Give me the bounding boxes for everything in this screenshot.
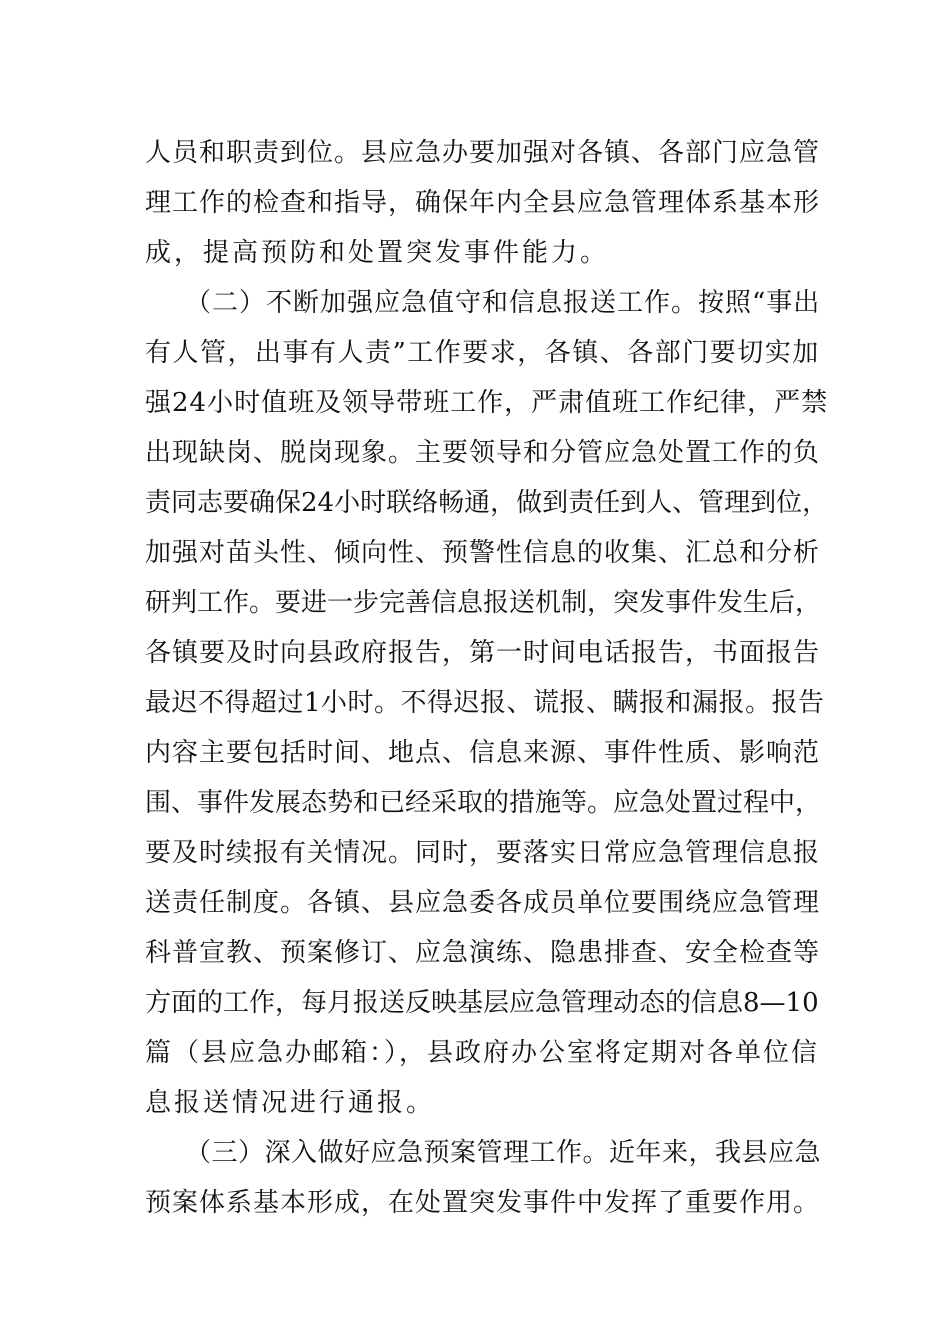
text-line: 方面的工作，每月报送反映基层应急管理动态的信息8—10 — [145, 988, 819, 1018]
text-line: 有人管，出事有人责”工作要求，各镇、各部门要切实加 — [145, 338, 820, 368]
paragraph-heading-3: （三）深入做好应急预案管理工作。近年来，我县应急 — [185, 1138, 822, 1168]
text-line: 出现缺岗、脱岗现象。主要领导和分管应急处置工作的负 — [145, 438, 821, 468]
paragraph-heading-2: （二）不断加强应急值守和信息报送工作。按照“事出 — [185, 288, 821, 318]
text-line: 预案体系基本形成，在处置突发事件中发挥了重要作用。 — [145, 1188, 821, 1218]
text-line: 篇（县应急办邮箱：），县政府办公室将定期对各单位信 — [145, 1038, 820, 1068]
text-line: 内容主要包括时间、地点、信息来源、事件性质、影响范 — [145, 738, 821, 768]
text-line: 最迟不得超过1小时。不得迟报、谎报、瞒报和漏报。报告 — [145, 688, 825, 718]
text-line: 息报送情况进行通报。 — [145, 1088, 436, 1118]
text-line: 研判工作。要进一步完善信息报送机制，突发事件发生后， — [145, 588, 822, 618]
text-line: 科普宣教、预案修订、应急演练、隐患排查、安全检查等 — [145, 938, 821, 968]
text-line: 人员和职责到位。县应急办要加强对各镇、各部门应急管 — [145, 138, 821, 168]
text-line: 强24小时值班及领导带班工作，严肃值班工作纪律，严禁 — [145, 388, 829, 418]
text-line: 加强对苗头性、倾向性、预警性信息的收集、汇总和分析 — [145, 538, 821, 568]
text-line: 理工作的检查和指导，确保年内全县应急管理体系基本形 — [145, 188, 821, 218]
text-line: 送责任制度。各镇、县应急委各成员单位要围绕应急管理 — [145, 888, 821, 918]
text-line: 要及时续报有关情况。同时，要落实日常应急管理信息报 — [145, 838, 821, 868]
text-line: 各镇要及时向县政府报告，第一时间电话报告，书面报告 — [145, 638, 821, 668]
text-line: 责同志要确保24小时联络畅通，做到责任到人、管理到位， — [145, 488, 829, 518]
text-line: 围、事件发展态势和已经采取的措施等。应急处置过程中， — [145, 788, 822, 818]
text-line: 成，提高预防和处置突发事件能力。 — [145, 238, 610, 268]
